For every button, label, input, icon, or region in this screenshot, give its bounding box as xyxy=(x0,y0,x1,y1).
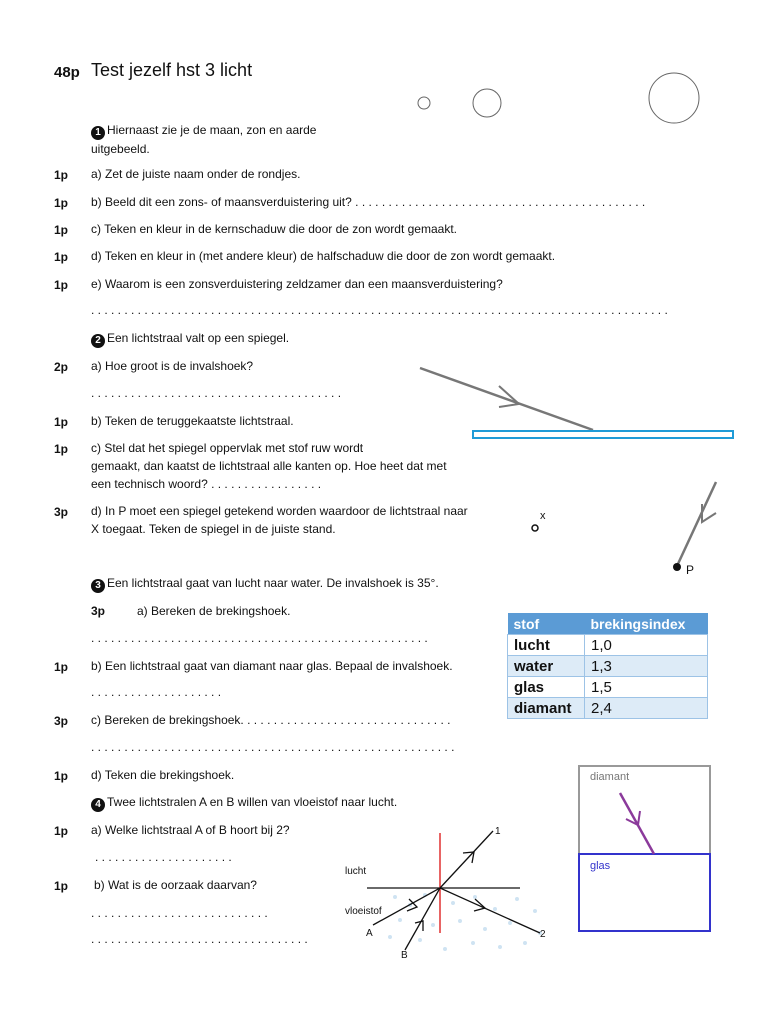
points-4b: 1p xyxy=(54,879,69,893)
table-row xyxy=(508,677,708,698)
table-row xyxy=(508,635,708,656)
label-x: x xyxy=(540,510,546,522)
large-circle xyxy=(649,73,699,123)
points-1b: 1p xyxy=(54,196,69,210)
label-lucht: lucht xyxy=(345,866,367,877)
answer-line-4b-1[interactable]: . . . . . . . . . . . . . . . . . . . . . . . . . . . xyxy=(91,906,268,920)
section1-intro xyxy=(91,121,316,158)
points-2d: 3p xyxy=(54,505,69,519)
question-2c-line2: gemaakt, dan kaatst de lichtstraal alle kanten op. Hoe heet dat met xyxy=(91,459,447,473)
total-points: 48p xyxy=(54,64,80,81)
answer-line-4b-2[interactable]: . . . . . . . . . . . . . . . . . . . . . . . . . . . . . . . . . xyxy=(91,932,308,946)
question-1a: a) Zet de juiste naam onder de rondjes. xyxy=(91,167,301,181)
points-3b: 1p xyxy=(54,660,69,674)
column-header-brekingsindex: brekingsindex xyxy=(585,613,708,635)
label-ray-2: 2 xyxy=(540,929,546,940)
medium-circle xyxy=(473,89,501,117)
question-number-badge: 1 xyxy=(91,126,105,140)
label-glas: glas xyxy=(590,860,611,872)
question-2a: a) Hoe groot is de invalshoek? xyxy=(91,359,254,373)
mirror-ray-diagram xyxy=(415,362,745,447)
label-ray-1: 1 xyxy=(495,826,501,837)
question-1c: c) Teken en kleur in de kernschaduw die door de zon wordt gemaakt. xyxy=(91,222,457,236)
section3-intro xyxy=(91,574,439,593)
section1-intro-line1: Hiernaast zie je de maan, zon en aarde xyxy=(107,123,317,137)
points-1a: 1p xyxy=(54,168,69,182)
label-p: P xyxy=(686,563,695,577)
question-3d: d) Teken die brekingshoek. xyxy=(91,768,235,782)
question-2d-line2: X toegaat. Teken de spiegel in de juiste stand. xyxy=(91,522,336,536)
table-cell: 1,0 xyxy=(585,635,708,656)
points-3a: 3p xyxy=(91,604,106,618)
arrow-2 xyxy=(474,899,485,911)
table-row xyxy=(508,698,708,719)
points-3c: 3p xyxy=(54,714,69,728)
question-2d xyxy=(91,502,468,538)
question-2d-line1: d) In P moet een spiegel getekend worden waardoor de lichtstraal naar xyxy=(91,504,468,518)
question-3b: b) Een lichtstraal gaat van diamant naar glas. Bepaal de invalshoek. xyxy=(91,659,453,673)
question-1e: e) Waarom is een zonsverduistering zeldzamer dan een maansverduistering? xyxy=(91,277,503,291)
question-2c xyxy=(91,439,447,493)
label-a: A xyxy=(366,928,373,939)
table-row xyxy=(508,656,708,677)
question-4a: a) Welke lichtstraal A of B hoort bij 2? xyxy=(91,823,290,837)
question-3c: c) Bereken de brekingshoek. . . . . . . . . . . . . . . . . . . . . . . . . . . . . . . . xyxy=(91,713,451,727)
answer-line-3c[interactable]: . . . . . . . . . . . . . . . . . . . . . . . . . . . . . . . . . . . . . . . . . . . . . . . . . . . . . . . xyxy=(91,740,455,754)
point-x xyxy=(532,525,538,531)
question-4b: b) Wat is de oorzaak daarvan? xyxy=(94,878,257,892)
incident-ray xyxy=(420,368,593,430)
ray-1 xyxy=(440,831,493,888)
section2-intro-text: Een lichtstraal valt op een spiegel. xyxy=(107,331,290,345)
points-2c: 1p xyxy=(54,442,69,456)
section2-intro xyxy=(91,329,289,348)
table-cell: 1,3 xyxy=(585,656,708,677)
points-3d: 1p xyxy=(54,769,69,783)
answer-line-2a[interactable]: . . . . . . . . . . . . . . . . . . . . . . . . . . . . . . . . . . . . . . xyxy=(91,386,342,400)
question-2b: b) Teken de teruggekaatste lichtstraal. xyxy=(91,414,294,428)
question-1b: b) Beeld dit een zons- of maansverduistering uit? . . . . . . . . . . . . . . . . . . . . . . . . . . . . . . . . . . . . . . . . . . . . xyxy=(91,195,646,209)
diamant-glas-diagram xyxy=(578,765,713,935)
section4-intro xyxy=(91,793,397,812)
answer-line-3a[interactable]: . . . . . . . . . . . . . . . . . . . . . . . . . . . . . . . . . . . . . . . . . . . . . . . . . . . xyxy=(91,631,428,645)
points-2a: 2p xyxy=(54,360,69,374)
refraction-diagram xyxy=(335,825,555,965)
answer-line-4a[interactable]: . . . . . . . . . . . . . . . . . . . . . xyxy=(95,850,232,864)
question-number-badge: 3 xyxy=(91,579,105,593)
question-number-badge: 4 xyxy=(91,798,105,812)
point-p-diagram xyxy=(520,475,730,585)
label-b: B xyxy=(401,950,408,961)
sun-moon-earth-diagram xyxy=(410,70,710,130)
table-cell: water xyxy=(508,656,585,677)
answer-line-3b[interactable]: . . . . . . . . . . . . . . . . . . . . xyxy=(91,685,222,699)
table-cell: 2,4 xyxy=(585,698,708,719)
ray-to-p xyxy=(677,482,716,566)
label-diamant: diamant xyxy=(590,771,630,783)
question-2c-line3: een technisch woord? . . . . . . . . . . . . . . . . . xyxy=(91,477,322,491)
points-4a: 1p xyxy=(54,824,69,838)
answer-line-1e[interactable]: . . . . . . . . . . . . . . . . . . . . . . . . . . . . . . . . . . . . . . . . . . . . . . . . . . . . . . . . . . . . . . . . . . . . . . . . . . . . . . . . . . . . . . . xyxy=(91,303,668,317)
question-2c-line1: c) Stel dat het spiegel oppervlak met stof ruw wordt xyxy=(91,441,364,455)
mirror xyxy=(473,431,733,438)
points-1d: 1p xyxy=(54,250,69,264)
table-cell: glas xyxy=(508,677,585,698)
label-vloeistof: vloeistof xyxy=(345,906,382,917)
question-1d: d) Teken en kleur in (met andere kleur) de halfschaduw die door de zon wordt gemaakt. xyxy=(91,249,556,263)
section4-intro-text: Twee lichtstralen A en B willen van vloeistof naar lucht. xyxy=(107,795,398,809)
column-header-stof: stof xyxy=(508,613,585,635)
question-number-badge: 2 xyxy=(91,334,105,348)
point-p xyxy=(673,563,681,571)
table-cell: lucht xyxy=(508,635,585,656)
page-title: Test jezelf hst 3 licht xyxy=(91,60,253,80)
points-1c: 1p xyxy=(54,223,69,237)
table-cell: diamant xyxy=(508,698,585,719)
table-cell: 1,5 xyxy=(585,677,708,698)
small-circle xyxy=(418,97,430,109)
points-1e: 1p xyxy=(54,278,69,292)
points-2b: 1p xyxy=(54,415,69,429)
question-3a: a) Bereken de brekingshoek. xyxy=(137,604,291,618)
section1-intro-line2: uitgebeeld. xyxy=(91,142,150,156)
table-header-row xyxy=(508,613,708,635)
ray-2 xyxy=(440,888,540,933)
section3-intro-text: Een lichtstraal gaat van lucht naar water. De invalshoek is 35°. xyxy=(107,576,439,590)
refractive-index-table xyxy=(507,613,708,719)
